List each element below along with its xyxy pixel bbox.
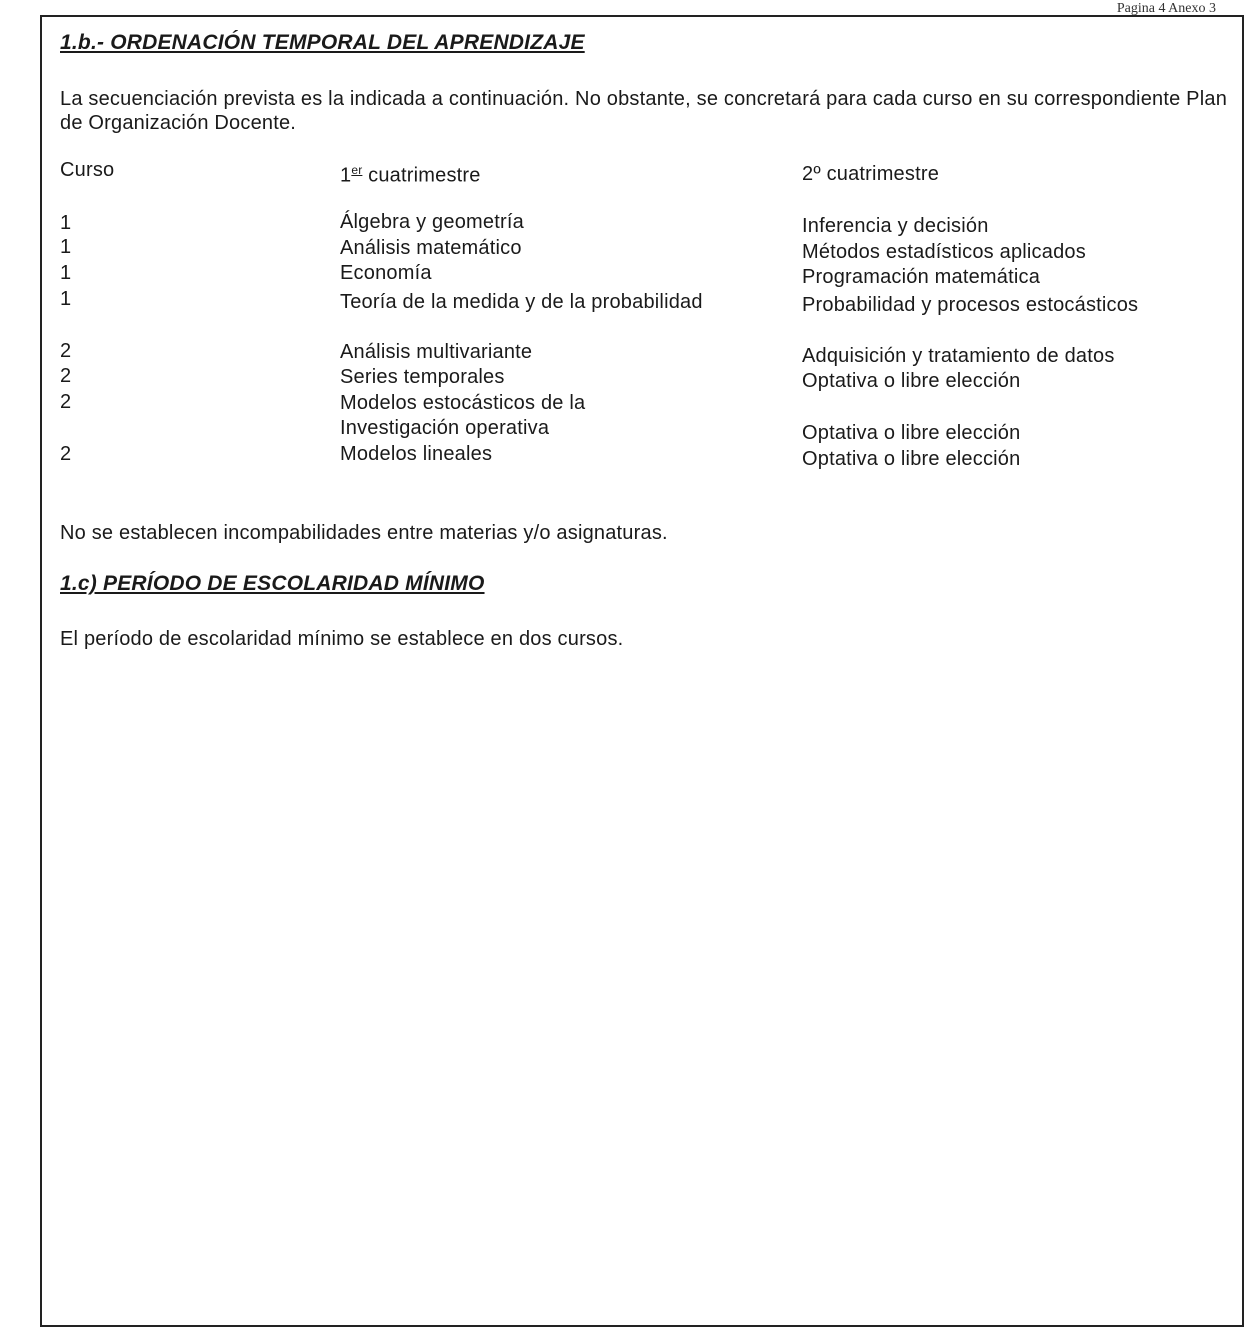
row-curso: 2 xyxy=(60,443,72,465)
row-first: Análisis matemático xyxy=(340,237,522,259)
header-first-cuatrimestre xyxy=(340,158,481,188)
row-first: Análisis multivariante xyxy=(340,341,533,363)
row-first: Modelos estocásticos de la xyxy=(340,392,586,414)
row-curso: 1 xyxy=(60,236,72,258)
section-b-intro: La secuenciación prevista es la indicada a continuación. No obstante, se concretará para cada curso en su correspondiente Plan de Organización Docente. xyxy=(60,88,1228,134)
row-curso: 2 xyxy=(60,391,72,413)
row-second: Programación matemática xyxy=(802,266,1041,288)
row-first-line2: Investigación operativa xyxy=(340,417,550,439)
row-first: Economía xyxy=(340,262,432,284)
row-second: Optativa o libre elección xyxy=(802,370,1021,392)
section-b-heading: 1.b.- ORDENACIÓN TEMPORAL DEL APRENDIZAJE xyxy=(60,31,585,54)
row-curso: 2 xyxy=(60,365,72,387)
header-first-prefix: 1 xyxy=(340,164,352,187)
row-curso: 1 xyxy=(60,288,72,310)
row-curso: 1 xyxy=(60,262,72,284)
section-b-note: No se establecen incompabilidades entre materias y/o asignaturas. xyxy=(60,522,668,544)
row-curso: 1 xyxy=(60,212,72,234)
section-c-text: El período de escolaridad mínimo se establece en dos cursos. xyxy=(60,628,624,650)
row-first: Teoría de la medida y de la probabilidad xyxy=(340,291,703,313)
section-c-heading: 1.c) PERÍODO DE ESCOLARIDAD MÍNIMO xyxy=(60,572,485,595)
document-frame xyxy=(40,15,1244,1327)
row-second: Adquisición y tratamiento de datos xyxy=(802,345,1115,367)
row-second: Optativa o libre elección xyxy=(802,422,1021,444)
row-second: Métodos estadísticos aplicados xyxy=(802,241,1086,263)
row-first: Álgebra y geometría xyxy=(340,211,524,233)
header-first-rest: cuatrimestre xyxy=(362,164,481,187)
row-second: Inferencia y decisión xyxy=(802,215,989,237)
row-second: Optativa o libre elección xyxy=(802,448,1021,470)
row-first: Series temporales xyxy=(340,366,505,388)
header-second-cuatrimestre: 2º cuatrimestre xyxy=(802,163,940,185)
row-first: Modelos lineales xyxy=(340,443,493,465)
page-label: Pagina 4 Anexo 3 xyxy=(1116,1,1216,16)
header-first-sup: er xyxy=(351,163,363,177)
row-curso: 2 xyxy=(60,340,72,362)
header-curso: Curso xyxy=(60,159,115,181)
row-second: Probabilidad y procesos estocásticos xyxy=(802,294,1139,316)
